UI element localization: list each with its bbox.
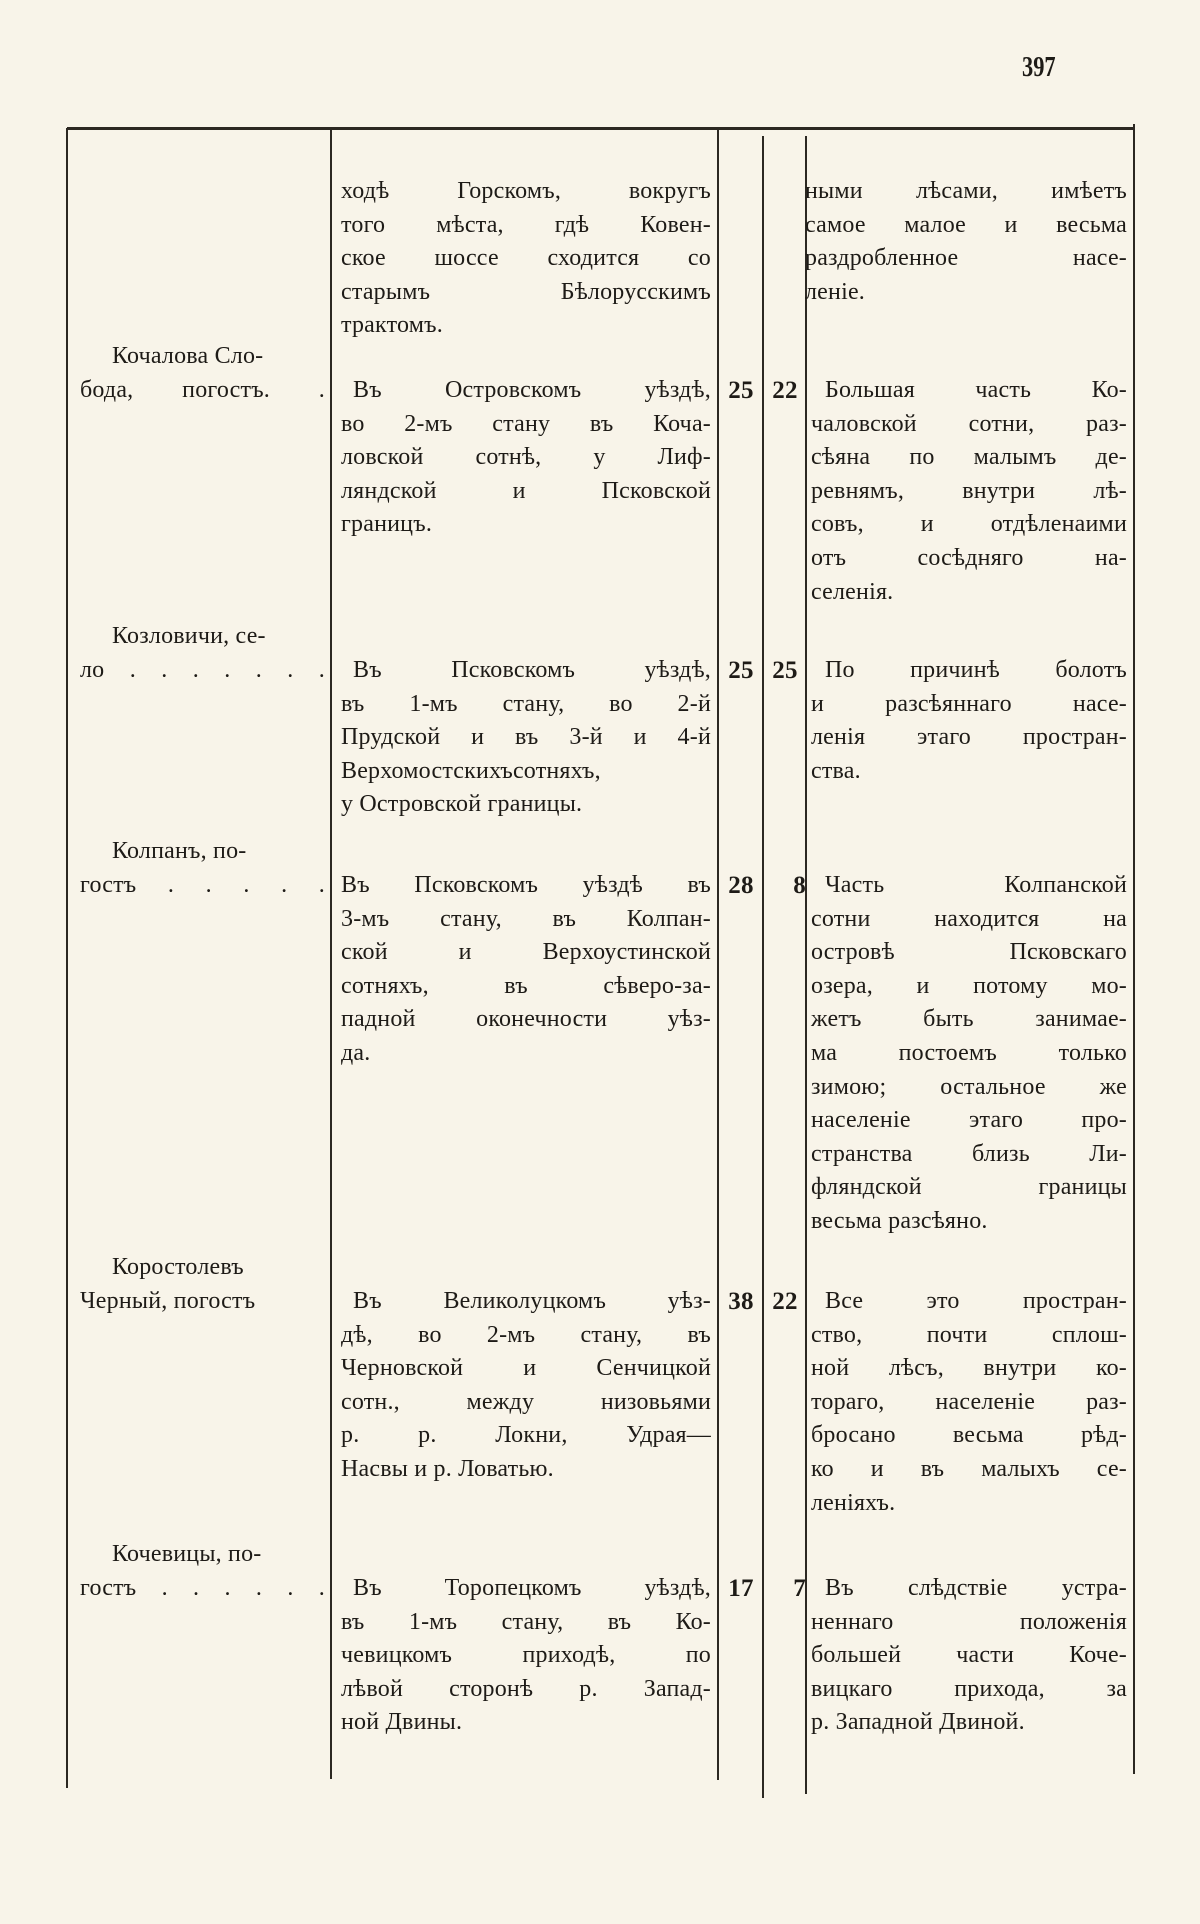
text-line: неннаго положенія — [811, 1608, 1127, 1635]
text-line: бода, погостъ. . — [80, 376, 325, 403]
text-line: большей части Коче- — [811, 1642, 1127, 1669]
text-line: жетъ быть занимае- — [811, 1006, 1127, 1033]
text-line: Кочевицы, по- — [112, 1541, 262, 1567]
text-line: Колпанъ, по- — [112, 838, 247, 864]
text-line: Часть Колпанской — [825, 872, 1127, 898]
row-location — [341, 1285, 711, 1487]
text-line: Козловичи, се- — [112, 623, 266, 649]
text-line: Большая часть Ко- — [825, 377, 1127, 403]
text-line: Коростолевъ — [112, 1254, 244, 1280]
row-num2: 22 — [772, 1288, 798, 1315]
text-line: того мѣста, гдѣ Ковен- — [341, 211, 711, 238]
text-line: дѣ, во 2-мъ стану, въ — [341, 1321, 711, 1348]
text-line: р. р. Локни, Удрая— — [341, 1422, 711, 1449]
column-rule-right — [1133, 124, 1135, 1774]
text-line: сотняхъ, въ сѣверо-за- — [341, 972, 711, 999]
row-remarks — [811, 869, 1127, 1239]
text-line: у Островской границы. — [341, 791, 583, 818]
text-line: населеніе этаго про- — [811, 1107, 1127, 1134]
text-line: 3-мъ стану, въ Колпан- — [341, 905, 711, 932]
text-line: Все это простран- — [825, 1288, 1127, 1314]
text-line: самое малое и весьма — [805, 211, 1127, 238]
row-name — [80, 340, 325, 407]
text-line: леніе. — [805, 278, 865, 305]
row-num1: 28 — [728, 872, 754, 899]
row-remarks — [811, 1285, 1127, 1520]
row-location — [341, 1572, 711, 1740]
row-remarks — [811, 654, 1127, 788]
text-line: весьма разсѣяно. — [811, 1207, 988, 1234]
text-line: ство, почти сплош- — [811, 1321, 1127, 1348]
text-line: лѣвой сторонѣ р. Запад- — [341, 1675, 711, 1702]
row-name — [80, 1538, 325, 1605]
text-line: вицкаго прихода, за — [811, 1675, 1127, 1702]
text-line: чевицкомъ приходѣ, по — [341, 1642, 711, 1669]
text-line: чаловской сотни, раз- — [811, 410, 1127, 437]
row-num1: 25 — [728, 657, 754, 684]
text-line: совъ, и отдѣленаими — [811, 511, 1127, 538]
text-line: Въ Псковскомъ уѣздѣ въ — [341, 872, 711, 898]
text-line: раздробленное насе- — [805, 245, 1127, 272]
row-num2: 8 — [793, 872, 806, 899]
text-line: фляндской границы — [811, 1174, 1127, 1201]
text-line: Черновской и Сенчицкой — [341, 1355, 711, 1382]
text-line: ной Двины. — [341, 1709, 463, 1736]
text-line: старымъ Бѣлорусскимъ — [341, 278, 711, 305]
text-line: зимою; остальное же — [811, 1073, 1127, 1100]
continuation-location — [341, 175, 711, 343]
row-name — [80, 1251, 325, 1318]
text-line: ляндской и Псковской — [341, 477, 711, 504]
text-line: Прудской и въ 3-й и 4-й — [341, 724, 711, 751]
text-line: бросано весьма рѣд- — [811, 1422, 1127, 1449]
text-line: Кочалова Сло- — [112, 343, 264, 369]
text-line: Въ слѣдствіе устра- — [825, 1575, 1127, 1601]
text-line: озера, и потому мо- — [811, 972, 1127, 999]
text-line: ло . . . . . . . — [80, 656, 325, 683]
row-num2: 7 — [793, 1575, 806, 1602]
text-line: Въ Великолуцкомъ уѣз- — [353, 1288, 711, 1314]
text-line: ной лѣсъ, внутри ко- — [811, 1355, 1127, 1382]
text-line: Въ Островскомъ уѣздѣ, — [353, 377, 711, 403]
text-line: ское шоссе сходится со — [341, 245, 711, 272]
text-line: трактомъ. — [341, 312, 443, 339]
text-line: По причинѣ болотъ — [825, 657, 1127, 683]
text-line: Въ Псковскомъ уѣздѣ, — [353, 657, 711, 683]
text-line: гостъ . . . . . . — [80, 1574, 325, 1601]
text-line: ными лѣсами, имѣетъ — [805, 178, 1127, 204]
column-rule-name — [330, 128, 332, 1779]
text-line: ской и Верхоустинской — [341, 939, 711, 966]
text-line: ленія этаго простран- — [811, 724, 1127, 751]
row-name — [80, 620, 325, 687]
text-line: границъ. — [341, 511, 433, 538]
text-line: сотн., между низовьями — [341, 1388, 711, 1415]
column-rule-left — [66, 128, 68, 1788]
row-num1: 38 — [728, 1288, 754, 1315]
row-num2: 25 — [772, 657, 798, 684]
text-line: ко и въ малыхъ се- — [811, 1455, 1127, 1482]
page-number: 397 — [1022, 52, 1056, 83]
text-line: Въ Торопецкомъ уѣздѣ, — [353, 1575, 711, 1601]
text-line: ма постоемъ только — [811, 1039, 1127, 1066]
text-line: ходѣ Горскомъ, вокругъ — [341, 178, 711, 204]
text-line: островѣ Псковскаго — [811, 939, 1127, 966]
text-line: въ 1-мъ стану, въ Ко- — [341, 1608, 711, 1635]
text-line: ства. — [811, 757, 861, 784]
text-line: р. Западной Двиной. — [811, 1709, 1025, 1736]
text-line: сѣяна по малымъ де- — [811, 444, 1127, 471]
row-location — [341, 374, 711, 542]
continuation-remarks — [805, 175, 1127, 309]
text-line: Верхомостскихъсотняхъ, — [341, 757, 601, 784]
text-line: ловской сотнѣ, у Лиф- — [341, 444, 711, 471]
row-remarks — [811, 1572, 1127, 1740]
text-line: въ 1-мъ стану, во 2-й — [341, 690, 711, 717]
text-line: леніяхъ. — [811, 1489, 896, 1516]
row-num1: 17 — [728, 1575, 754, 1602]
text-line: селенія. — [811, 578, 894, 605]
text-line: ревнямъ, внутри лѣ- — [811, 477, 1127, 504]
row-name — [80, 835, 325, 902]
text-line: гостъ . . . . . — [80, 871, 325, 898]
text-line: во 2-мъ стану въ Коча- — [341, 410, 711, 437]
text-line: странства близь Ли- — [811, 1140, 1127, 1167]
text-line: да. — [341, 1039, 371, 1066]
text-line: сотни находится на — [811, 905, 1127, 932]
row-num2: 22 — [772, 377, 798, 404]
row-num1: 25 — [728, 377, 754, 404]
row-remarks — [811, 374, 1127, 609]
text-line: отъ сосѣдняго на- — [811, 544, 1127, 571]
text-line: тораго, населеніе раз- — [811, 1388, 1127, 1415]
top-rule — [67, 127, 1134, 130]
row-location — [341, 869, 711, 1071]
text-line: и разсѣяннаго насе- — [811, 690, 1127, 717]
text-line: падной оконечности уѣз- — [341, 1006, 711, 1033]
text-line: Черный, погостъ — [80, 1287, 256, 1314]
row-location — [341, 654, 711, 822]
text-line: Насвы и р. Ловатью. — [341, 1455, 554, 1482]
